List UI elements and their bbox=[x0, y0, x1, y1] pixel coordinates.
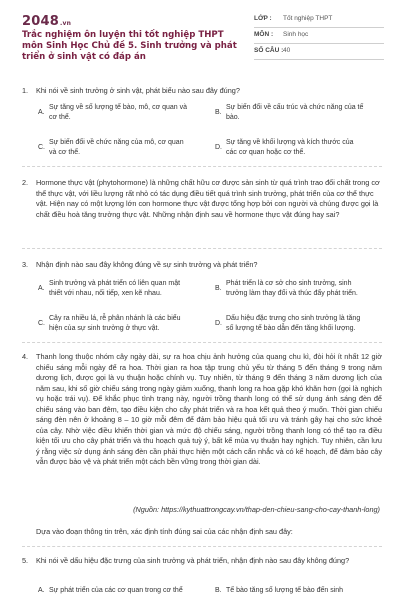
divider bbox=[22, 342, 382, 343]
logo-text: 2048 bbox=[22, 14, 59, 29]
question-2 bbox=[22, 178, 382, 233]
document-title: Trắc nghiệm ôn luyện thi tốt nghiệp THPT môn Sinh Học Chủ đề 5. Sinh trưởng và phát triển ở sinh vật có đáp án bbox=[22, 30, 237, 62]
option-letter: B. bbox=[215, 285, 222, 292]
option-letter: B. bbox=[215, 587, 222, 594]
option-letter: A. bbox=[38, 109, 45, 116]
question-5 bbox=[22, 556, 382, 578]
option-text: Sự biến đổi về cấu trúc và chức năng của tế bào. bbox=[226, 104, 364, 121]
option-letter: C. bbox=[38, 144, 45, 151]
question-text: Hormone thực vật (phytohormone) là những chất hữu cơ được sản sinh từ quá trình trao đổi chất trong cơ thể thực vật, với liều lượng rất nhỏ có tác dụng điều tiết quá trình sinh trưởng, phát triển của cơ thể thực vật. Hiện nay có một lượng lớn con hormone thực vật được tổng hợp bởi con người và chúng được gọi là chất điều hoà tăng trưởng thực vật. Những nhận định sau về hormone thực vật đúng hay sai? bbox=[36, 178, 380, 219]
meta-value: Tốt nghiệp THPT bbox=[283, 15, 333, 22]
meta-label: MÔN : bbox=[254, 31, 274, 38]
logo-suffix: .vn bbox=[59, 20, 72, 27]
meta-row-class bbox=[254, 12, 384, 28]
question-text: Khi nói về dấu hiệu đặc trưng của sinh trưởng và phát triển, nhận định nào sau đây không đúng? bbox=[36, 556, 350, 565]
option-letter: A. bbox=[38, 285, 45, 292]
page-header bbox=[0, 0, 400, 70]
option-text: Sự tăng về khối lượng và kích thước của các cơ quan hoặc cơ thể. bbox=[226, 139, 354, 156]
option-text: Sinh trưởng và phát triển có liên quan mật thiết với nhau, nối tiếp, xen kẽ nhau. bbox=[49, 280, 181, 297]
option-letter: D. bbox=[215, 320, 222, 327]
meta-value: 40 bbox=[283, 47, 291, 54]
option-text: Sự biến đổi về chức năng của mô, cơ quan và cơ thể. bbox=[49, 139, 184, 156]
meta-row-subject bbox=[254, 28, 384, 44]
question-number: 2. bbox=[22, 178, 29, 187]
option-text: Sự tăng về số lượng tế bào, mô, cơ quan và cơ thể. bbox=[49, 104, 188, 121]
option-letter: D. bbox=[215, 144, 222, 151]
option-letter: A. bbox=[38, 587, 45, 594]
meta-label: SỐ CÂU : bbox=[254, 47, 284, 54]
meta-row-count bbox=[254, 44, 384, 60]
option-text: Sự phát triển của các cơ quan trong cơ thể bbox=[49, 587, 183, 594]
option-text: Dấu hiệu đặc trưng cho sinh trưởng là tăng số lượng tế bào dẫn đến tăng khối lượng. bbox=[226, 315, 361, 332]
question-number: 5. bbox=[22, 556, 29, 565]
question-1 bbox=[22, 86, 382, 98]
divider bbox=[22, 546, 382, 547]
question-4 bbox=[22, 352, 382, 504]
option-letter: B. bbox=[215, 109, 222, 116]
meta-label: LỚP : bbox=[254, 15, 272, 22]
question-number: 4. bbox=[22, 352, 29, 361]
question-text: Khi nói về sinh trưởng ở sinh vật, phát biểu nào sau đây đúng? bbox=[36, 86, 240, 95]
option-text: Phát triển là cơ sở cho sinh trưởng, sinh trưởng làm thay đổi và thúc đẩy phát triển. bbox=[226, 280, 358, 297]
question-text: Thanh long thuộc nhóm cây ngày dài, sự ra hoa chịu ảnh hưởng của quang chu kì, đòi hỏi ít nhất 12 giờ chiếu sáng mỗi ngày để ra hoa. Thời gian ra hoa tập trung chủ yếu từ tháng 5 đến tháng 9 trong năm dương lịch, được gọi là vụ thuận hoặc chính vụ. Tuy nhiên, từ tháng 9 đến tháng 3 năm dương lịch của năm sau, khi số giờ chiếu sáng trong ngày giảm xuống, thanh long ra hoa gặp khó khăn hơn (gọi là nghịch vụ hoặc trái vụ). Để khắc phục tình trạng này, người trồng thanh long có thể sử dụng ánh sáng đèn để chiếu sáng vào ban đêm, tạo điều kiện cho cây phát triển và ra hoa kết quả theo ý muốn. Thời gian chiếu sáng đèn nên ở khoảng 8 – 10 giờ mỗi đêm để đảm bảo hiệu quả tối ưu và tránh gây hại cho sức khoẻ của cây. Nhờ việc điều khiển thời gian và mức độ chiếu sáng, người trồng thanh long có thể tạo ra điều kiện tối ưu cho cây phát triển và thu hoạch quả tuỳ ý, bất kể mùa vụ thuận hay nghịch. Tuy nhiên, cần lưu ý rằng việc sử dụng ánh sáng đèn cần phải thực hiện một cách cẩn nhắc và có kế hoạch, để đảm bảo cây vẫn được bảo vệ và phát triển một cách bền vững trong thời gian dài. bbox=[36, 352, 382, 466]
option-text: Tế bào tăng số lượng tế bào đến sinh bbox=[226, 587, 344, 594]
option-text: Cây ra nhiều lá, rễ phân nhánh là các biểu hiện của sự sinh trưởng ở thực vật. bbox=[49, 315, 181, 332]
meta-info bbox=[254, 12, 384, 60]
source-citation: (Nguồn: https://kythuattrongcay.vn/thap-den-chieu-sang-cho-cay-thanh-long) bbox=[133, 505, 380, 514]
divider bbox=[22, 166, 382, 167]
question-number: 1. bbox=[22, 86, 29, 95]
question-text: Nhận định nào sau đây không đúng về sự sinh trưởng và phát triển? bbox=[36, 260, 258, 269]
meta-value: Sinh học bbox=[283, 31, 309, 38]
site-logo[interactable] bbox=[22, 14, 71, 29]
question-instruction: Dựa vào đoạn thông tin trên, xác định tính đúng sai của các nhận định sau đây: bbox=[36, 527, 293, 536]
divider bbox=[22, 248, 382, 249]
question-number: 3. bbox=[22, 260, 29, 269]
option-letter: C. bbox=[38, 320, 45, 327]
question-3 bbox=[22, 260, 382, 272]
